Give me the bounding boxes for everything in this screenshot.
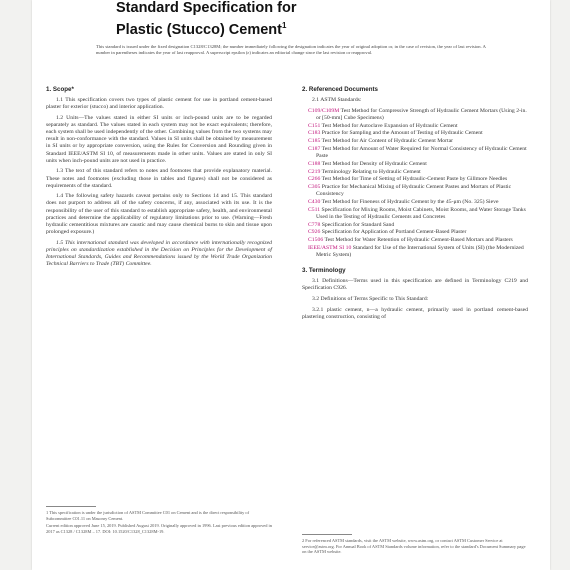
standard-title: Test Method for Compressive Strength of Hydraulic Cement Mortars (Using 2-in. or [50-mm] Cube Specimens) — [316, 107, 527, 121]
standard-link[interactable]: C266 — [308, 176, 321, 183]
standard-title: Test Method for Fineness of Hydraulic Cement by the 45-μm (No. 325) Sieve — [321, 198, 499, 205]
standard-link[interactable]: C188 — [308, 160, 321, 167]
section-referenced-documents-heading: 2. Referenced Documents — [302, 86, 378, 93]
right-column — [302, 84, 528, 324]
standard-link[interactable]: C151 — [308, 122, 321, 129]
standard-link[interactable]: C430 — [308, 198, 321, 205]
left-column — [46, 84, 272, 272]
list-item — [302, 207, 528, 221]
list-item — [302, 184, 528, 198]
list-item — [302, 222, 528, 229]
standard-title: Test Method for Amount of Water Required for Normal Consistency of Hydraulic Cement Paste — [316, 145, 527, 160]
list-item — [302, 146, 528, 160]
document-page — [32, 0, 550, 570]
standard-link[interactable]: C187 — [308, 145, 321, 152]
footnote-edition: Current edition approved June 15, 2019. Published August 2019. Originally approved in 1996. Last previous edition approved in 2017 as C1328 / C1328M – 17. DOI: 10.1520/C1328_C1328M-19. — [46, 523, 272, 534]
standard-title: Practice for Mechanical Mixing of Hydraulic Cement Pastes and Mortars of Plastic Consistency — [316, 184, 512, 198]
standard-link[interactable]: C926 — [308, 229, 321, 236]
footnote-left — [46, 510, 272, 534]
standard-link[interactable]: C183 — [308, 130, 321, 137]
standard-link[interactable]: C185 — [308, 138, 321, 145]
paragraph-1-1: 1.1 This specification covers two types of plastic cement for use in portland cement-based plaster for exterior (stucco) and interior application. — [46, 97, 272, 111]
section-scope-heading: 1. Scope* — [46, 86, 74, 93]
paragraph-3-2-1: 3.2.1 plastic cement, n—a hydraulic cement, primarily used in portland cement-based plastering construction, consisting of — [302, 306, 528, 320]
standard-title: Practice for Sampling and the Amount of Testing of Hydraulic Cement — [321, 130, 483, 137]
standard-title: Test Method for Autoclave Expansion of Hydraulic Cement — [321, 122, 458, 129]
standard-link[interactable]: C511 — [308, 206, 321, 213]
standard-link[interactable]: C109/C109M — [308, 107, 340, 114]
section-terminology-heading: 3. Terminology — [302, 267, 346, 275]
standard-title: Standard for Use of the International System of Units (SI) (the Modernized Metric System) — [316, 244, 524, 258]
title-line-2: Plastic (Stucco) Cement — [116, 21, 282, 38]
paragraph-1-3: 1.3 The text of this standard refers to notes and footnotes that provide explanatory material. These notes and footnotes (excluding those in tables and figures) shall not be considered as requirements of the standard. — [46, 168, 272, 189]
standard-title: Test Method for Time of Setting of Hydraulic-Cement Paste by Gillmore Needles — [321, 176, 508, 183]
standard-title: Specification for Application of Portland Cement-Based Plaster — [321, 229, 467, 236]
document-title — [116, 0, 456, 39]
list-item — [302, 237, 528, 244]
paragraph-2-1: 2.1 ASTM Standards: — [312, 97, 362, 104]
list-item — [302, 161, 528, 168]
list-item — [302, 169, 528, 176]
standard-title: Test Method for Water Retention of Hydraulic Cement-Based Mortars and Plasters — [324, 237, 513, 244]
standard-title: Test Method for Density of Hydraulic Cement — [321, 160, 427, 167]
standard-link[interactable]: C1506 — [308, 237, 324, 244]
title-line-1: Standard Specification for — [116, 0, 297, 16]
designation-preamble: This standard is issued under the fixed designation C1328/C1328M; the number immediately following the designation indicates the year of original adoption or, in the case of revision, the year of last revision. A number in parentheses indicates the year of last reapproval. A superscript epsilon (ε) indicates an editorial change since the last revision or reapproval. — [96, 44, 486, 56]
list-item — [302, 199, 528, 206]
list-item — [302, 229, 528, 236]
title-footnote-marker: 1 — [282, 21, 287, 30]
list-item — [302, 123, 528, 130]
paragraph-3-1: 3.1 Definitions—Terms used in this specification are defined in Terminology C219 and Specification C926. — [302, 278, 528, 292]
list-item — [302, 138, 528, 145]
footnote-2: 2 For referenced ASTM standards, visit the ASTM website, www.astm.org, or contact ASTM Customer Service at service@astm.org. For Annual Book of ASTM Standards volume information, refer to the standard's Document Summary page on the ASTM website. — [302, 538, 526, 555]
paragraph-1-4: 1.4 The following safety hazards caveat pertains only to Sections 14 and 15. This standard does not purport to address all of the safety concerns, if any, associated with its use. It is the responsibility of the user of this standard to establish appropriate safety, health, and environmental practices and determine the applicability of regulatory limitations prior to use. (Warning—Fresh hydraulic cementitious mixtures are caustic and may cause chemical burns to skin and tissue upon prolonged exposure.) — [46, 193, 272, 235]
standard-title: Specification for Standard Sand — [321, 221, 395, 228]
standard-title: Test Method for Air Content of Hydraulic Cement Mortar — [321, 138, 453, 145]
standard-link[interactable]: C219 — [308, 168, 321, 175]
paragraph-1-2: 1.2 Units—The values stated in either SI units or inch-pound units are to be regarded separately as standard. The values stated in each system may not be exact equivalents; therefore, each system shall be used independently of the other. Combining values from the two systems may result in non-conformance with the standard. Values in SI units shall be obtained by measurement in SI units or by appropriate conversion, using the Rules for Conversion and Rounding given in Standard IEEE/ASTM SI 10, of measurements made in other units. Values are stated in only SI units when inch-pound units are not used in practice. — [46, 114, 272, 164]
paragraph-1-5: 1.5 This international standard was developed in accordance with internationally recognized principles on standardization established in the Decision on Principles for the Development of International Standards, Guides and Recommendations issued by the World Trade Organization Technical Barriers to Trade (TBT) Committee. — [46, 239, 272, 267]
standard-title: Terminology Relating to Hydraulic Cement — [321, 168, 421, 175]
standard-link[interactable]: IEEE/ASTM SI 10 — [308, 244, 352, 251]
footnote-divider-left — [46, 506, 96, 507]
standard-link[interactable]: C778 — [308, 221, 321, 228]
list-item — [302, 245, 528, 259]
list-item — [302, 176, 528, 183]
footnote-1: 1 This specification is under the jurisdiction of ASTM Committee C01 on Cement and is the direct responsibility of Subcommittee C01.11 on Masonry Cement. — [46, 510, 250, 521]
paragraph-3-2: 3.2 Definitions of Terms Specific to This Standard: — [312, 296, 429, 302]
list-item — [302, 130, 528, 137]
footnote-divider-right — [302, 534, 352, 535]
standard-title: Specification for Mixing Rooms, Moist Cabinets, Moist Rooms, and Water Storage Tanks Used in the Testing of Hydraulic Cements and Concretes — [316, 206, 526, 220]
list-item — [302, 108, 528, 122]
standard-link[interactable]: C305 — [308, 184, 321, 191]
referenced-standards-list — [302, 108, 528, 259]
